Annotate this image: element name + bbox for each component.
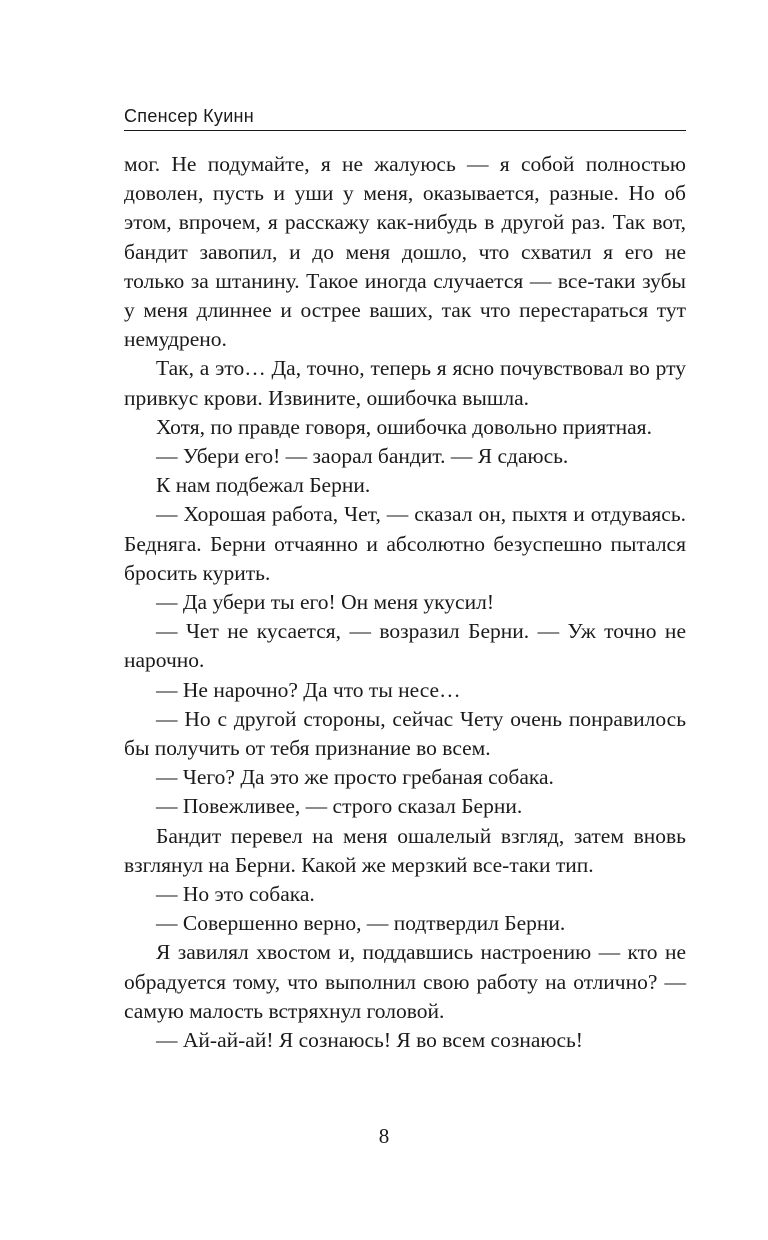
dialogue-line: — Но с другой стороны, сейчас Чету очень понравилось бы получить от тебя признание во всем.: [124, 706, 686, 761]
dialogue-line: — Совершенно верно, — подтвердил Берни.: [156, 911, 566, 936]
header-rule: [124, 130, 686, 131]
dialogue-line: — Чет не кусается, — возразил Берни. — Уж точно не нарочно.: [124, 619, 686, 673]
dialogue-line: — Но это собака.: [156, 882, 315, 907]
dialogue-line: — Чего? Да это же просто гребаная собака.: [156, 765, 554, 790]
paragraph: Я завилял хвостом и, поддавшись настроению — кто не обрадуется тому, что выполнил свою работу на отлично? — самую малость встряхнул головой.: [124, 940, 686, 1023]
paragraph: Так, а это… Да, точно, теперь я ясно почувствовал во рту привкус крови. Извините, ошибочка вышла.: [124, 356, 686, 410]
dialogue-line: — Убери его! — заорал бандит. — Я сдаюсь.: [156, 444, 569, 469]
dialogue-line: — Да убери ты его! Он меня укусил!: [156, 590, 494, 615]
paragraph: мог. Не подумайте, я не жалуюсь — я собой полностью доволен, пусть и уши у меня, оказывается, разные. Но об этом, впрочем, я расскажу как-нибудь в другой раз. Так вот, бандит завопил, и до меня дошло, что схватил я его не только за штанину. Такое иногда случается — все-таки зубы у меня длиннее и острее ваших, так что перестараться тут немудрено.: [124, 152, 686, 352]
dialogue-line: — Повежливее, — строго сказал Берни.: [156, 794, 523, 819]
paragraph: Бандит перевел на меня ошалелый взгляд, затем вновь взглянул на Берни. Какой же мерзкий все-таки тип.: [124, 823, 686, 877]
paragraph: Хотя, по правде говоря, ошибочка довольно приятная.: [156, 414, 652, 439]
running-title: Спенсер Куинн: [124, 106, 255, 126]
dialogue-line: — Хорошая работа, Чет, — сказал он, пыхтя и отдуваясь. Бедняга. Берни отчаянно и абсолютно безуспешно пытался бросить курить.: [124, 502, 686, 585]
paragraph: К нам подбежал Берни.: [156, 473, 371, 498]
page-number: 8: [378, 1124, 390, 1148]
dialogue-line: — Ай-ай-ай! Я сознаюсь! Я во всем сознаюсь!: [156, 1028, 583, 1053]
dialogue-line: — Не нарочно? Да что ты несе…: [156, 677, 461, 702]
body-text: [124, 150, 686, 1055]
